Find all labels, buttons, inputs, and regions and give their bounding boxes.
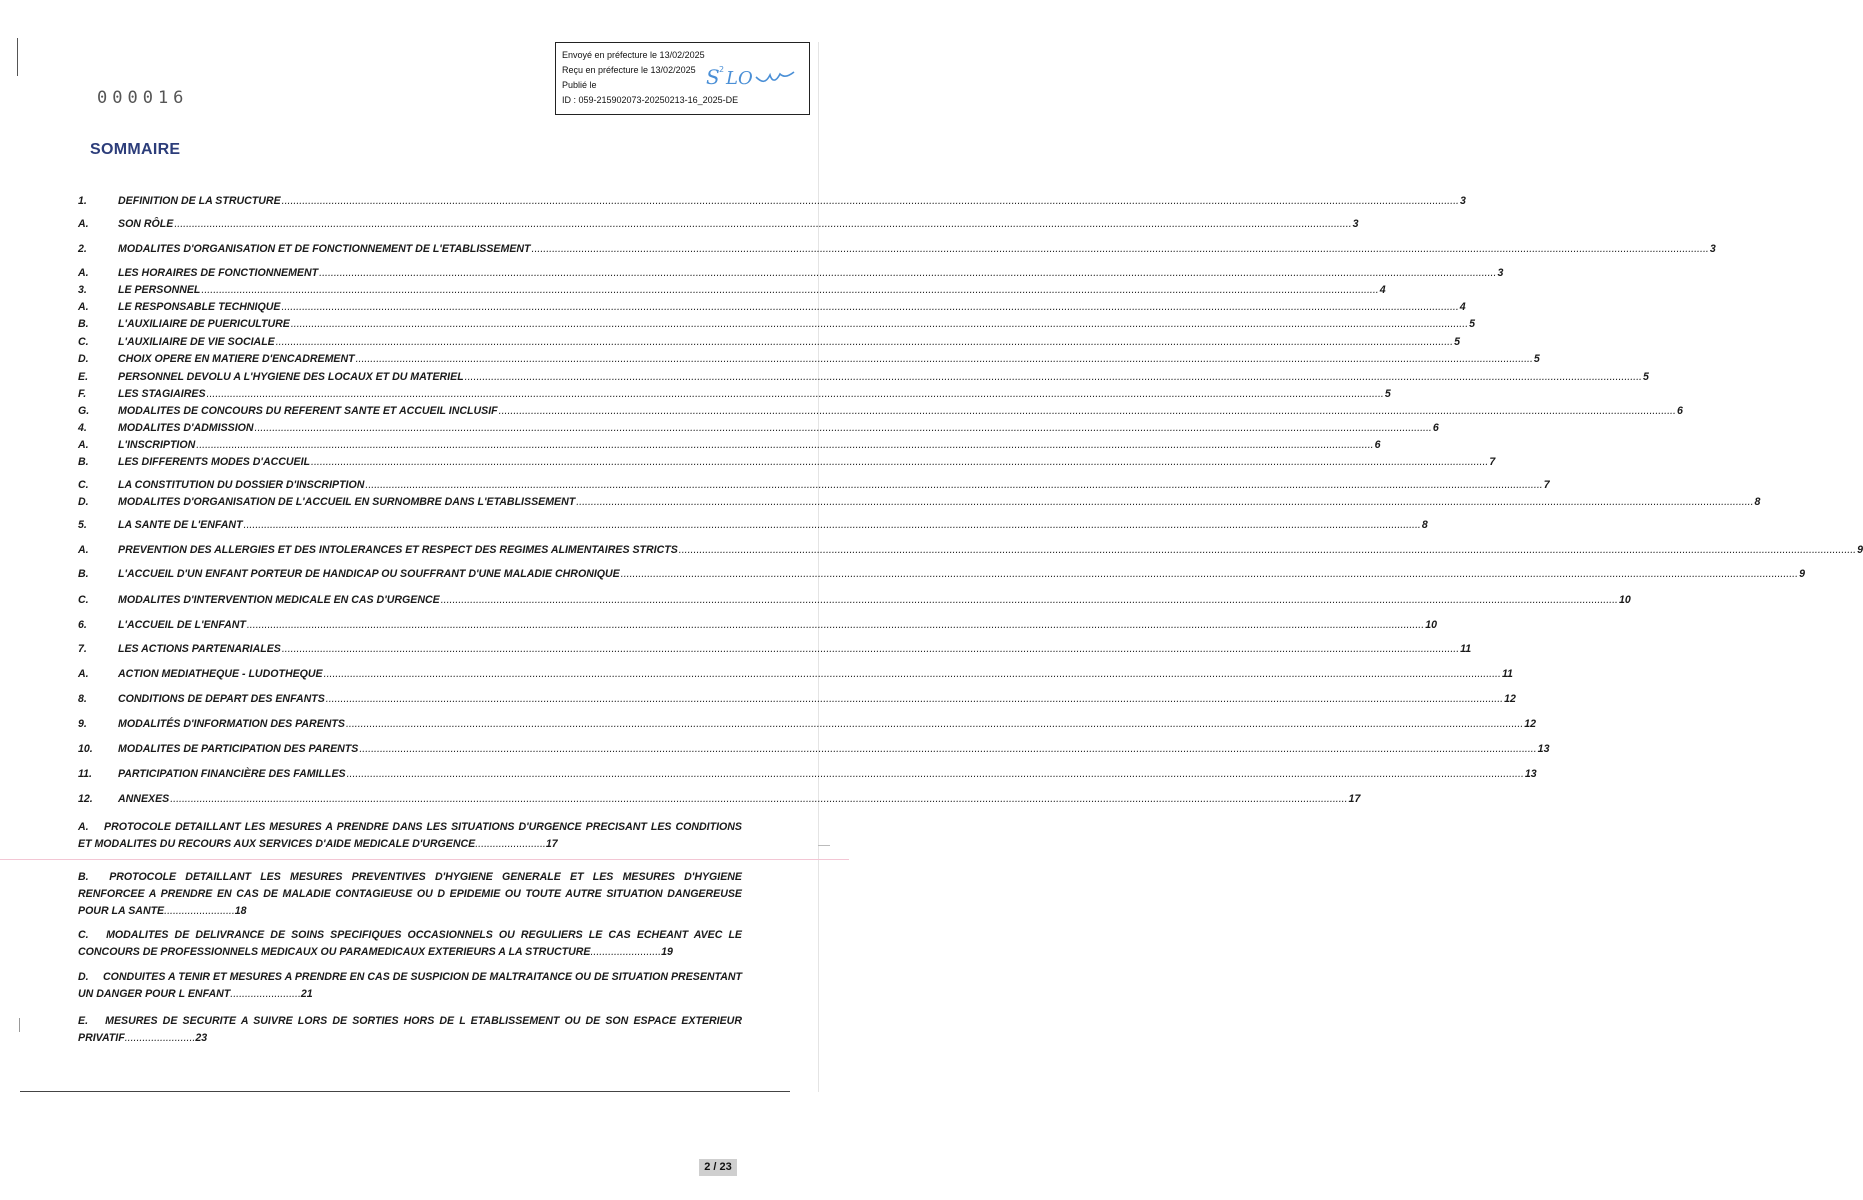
toc-leader-dots: ................................................................................................................................................................................................................................................................................................................................................................................................................ <box>254 422 1432 434</box>
toc-entry-page: 6 <box>1676 405 1683 417</box>
toc-leader-dots: ................................................................................................................................................................................................................................................................................................................................................................................................................ <box>206 388 1384 400</box>
toc-entry-number: 6. <box>78 619 87 631</box>
toc-entry-page: 3 <box>1459 195 1466 207</box>
toc-entry-number: A. <box>78 439 89 451</box>
toc-entry-page: 3 <box>1497 267 1504 279</box>
toc-leader-dots: ................................................................................................................................................................................................................................................................................................................................................................................................................ <box>275 336 1454 348</box>
toc-entry[interactable] <box>78 479 1550 493</box>
toc-entry-page: 3 <box>1352 218 1359 230</box>
toc-leader-dots: ................................................................................................................................................................................................................................................................................................................................................................................................................ <box>323 668 1501 680</box>
toc-entry[interactable] <box>78 405 1683 419</box>
toc-entry-page: 7 <box>1489 456 1496 468</box>
toc-entry[interactable] <box>78 693 1516 707</box>
toc-entry-number: 12. <box>78 793 93 805</box>
toc-leader-dots: ................................................................................................................................................................................................................................................................................................................................................................................................................ <box>440 594 1619 606</box>
toc-entry[interactable] <box>78 544 1863 558</box>
toc-leader-dots: ........................ <box>124 1032 196 1044</box>
toc-entry-page: 19 <box>661 946 673 958</box>
toc-entry[interactable] <box>78 195 1466 209</box>
toc-entry-page: 4 <box>1459 301 1466 313</box>
toc-entry[interactable] <box>78 318 1476 332</box>
toc-entry-number: B. <box>78 318 89 330</box>
toc-entry[interactable] <box>78 336 1460 350</box>
toc-entry-page: 5 <box>1469 318 1476 330</box>
toc-entry[interactable] <box>78 371 1649 385</box>
toc-leader-dots: ................................................................................................................................................................................................................................................................................................................................................................................................................ <box>246 619 1425 631</box>
toc-entry-label: CHOIX OPERE EN MATIERE D'ENCADREMENT <box>118 353 355 365</box>
toc-entry-number: D. <box>78 496 89 508</box>
toc-entry-number: E. <box>78 371 89 383</box>
toc-entry[interactable] <box>78 743 1550 757</box>
toc-entry[interactable] <box>78 496 1761 510</box>
toc-entry[interactable] <box>78 869 742 920</box>
toc-entry-label: L'AUXILIAIRE DE VIE SOCIALE <box>118 336 275 348</box>
scan-edge-mark <box>19 1018 20 1032</box>
toc-entry[interactable] <box>78 643 1472 657</box>
toc-entry-page: 8 <box>1421 519 1428 531</box>
scan-edge-mark <box>17 38 18 76</box>
toc-entry-number: 4. <box>78 422 87 434</box>
toc-leader-dots: ........................ <box>164 905 235 917</box>
toc-entry-label: MODALITES D'ORGANISATION ET DE FONCTIONNEMENT DE L'ETABLISSEMENT <box>118 243 531 255</box>
toc-leader-dots: ................................................................................................................................................................................................................................................................................................................................................................................................................ <box>346 768 1524 780</box>
toc-entry[interactable] <box>78 793 1361 807</box>
toc-entry-page: 11 <box>1501 668 1513 680</box>
toc-entry-page: 13 <box>1524 768 1537 780</box>
toc-leader-dots: ........................ <box>475 838 546 850</box>
toc-entry-number: B. <box>78 871 89 883</box>
toc-entry-number: A. <box>78 218 89 230</box>
toc-leader-dots: ................................................................................................................................................................................................................................................................................................................................................................................................................ <box>243 519 1421 531</box>
toc-entry-number: 2. <box>78 243 87 255</box>
toc-entry-page: 5 <box>1643 371 1649 383</box>
toc-entry-number: C. <box>78 929 89 941</box>
toc-entry[interactable] <box>78 301 1466 315</box>
toc-entry-label: CONDITIONS DE DEPART DES ENFANTS <box>118 693 325 705</box>
toc-entry-page: 21 <box>300 988 313 1000</box>
toc-entry-number: C. <box>78 336 89 348</box>
toc-entry-number: 9. <box>78 718 87 730</box>
toc-entry[interactable] <box>78 668 1513 682</box>
toc-entry[interactable] <box>78 969 742 1003</box>
toc-entry-page: 5 <box>1454 336 1460 348</box>
toc-entry-number: A. <box>78 668 89 680</box>
toc-entry-number: 11. <box>78 768 92 780</box>
toc-entry[interactable] <box>78 819 742 853</box>
toc-leader-dots: ................................................................................................................................................................................................................................................................................................................................................................................................................ <box>281 643 1460 655</box>
footer-divider <box>20 1091 790 1092</box>
toc-leader-dots: ................................................................................................................................................................................................................................................................................................................................................................................................................ <box>201 284 1379 296</box>
toc-leader-dots: ................................................................................................................................................................................................................................................................................................................................................................................................................ <box>319 267 1497 279</box>
toc-entry-label: LA CONSTITUTION DU DOSSIER D'INSCRIPTION <box>118 479 365 491</box>
toc-entry-label: MODALITES D'ADMISSION <box>118 422 254 434</box>
toc-leader-dots: ................................................................................................................................................................................................................................................................................................................................................................................................................ <box>196 439 1374 451</box>
toc-entry-number: E. <box>78 1015 89 1027</box>
toc-entry-number: 1. <box>78 195 87 207</box>
toc-entry[interactable] <box>78 284 1386 298</box>
toc-entry-label: LES HORAIRES DE FONCTIONNEMENT <box>118 267 319 279</box>
toc-leader-dots: ................................................................................................................................................................................................................................................................................................................................................................................................................ <box>365 479 1543 491</box>
toc-entry-label: MODALITES D'ORGANISATION DE L'ACCUEIL EN SURNOMBRE DANS L'ETABLISSEMENT <box>118 496 576 508</box>
toc-entry-label: LES STAGIAIRES <box>118 388 206 400</box>
toc-entry-label: L'ACCUEIL D'UN ENFANT PORTEUR DE HANDICAP OU SOUFFRANT D'UNE MALADIE CHRONIQUE <box>118 568 620 580</box>
toc-leader-dots: ........................ <box>230 988 301 1000</box>
toc-leader-dots: ................................................................................................................................................................................................................................................................................................................................................................................................................ <box>281 301 1459 313</box>
toc-entry-label: CONDUITES A TENIR ET MESURES A PRENDRE EN CAS DE SUSPICION DE MALTRAITANCE OU DE SITUATION PRESENTANT UN DANGER POUR L ENFANT <box>78 971 742 1000</box>
toc-entry-label: MODALITES DE PARTICIPATION DES PARENTS <box>118 743 359 755</box>
toc-leader-dots: ................................................................................................................................................................................................................................................................................................................................................................................................................ <box>325 693 1504 705</box>
toc-leader-dots: ................................................................................................................................................................................................................................................................................................................................................................................................................ <box>281 195 1459 207</box>
toc-entry-label: PROTOCOLE DETAILLANT LES MESURES A PRENDRE DANS LES SITUATIONS D'URGENCE PRECISANT LES CONDITIONS ET MODALITES DU RECOURS AUX SERVICES D'AIDE MEDICALE D'URGENCE <box>78 821 742 850</box>
toc-entry-page: 5 <box>1384 388 1391 400</box>
toc-entry[interactable] <box>78 439 1381 453</box>
toc-entry[interactable] <box>78 594 1631 608</box>
toc-entry-label: MODALITES DE CONCOURS DU REFERENT SANTE ET ACCUEIL INCLUSIF <box>118 405 498 417</box>
toc-entry-label: PROTOCOLE DETAILLANT LES MESURES PREVENTIVES D'HYGIENE GENERALE ET LES MESURES D'HYGIENE RENFORCEE A PRENDRE EN CAS DE MALADIE CONTAGIEUSE OU D EPIDEMIE OU TOUTE AUTRE SITUATION DANGEREUSE POUR LA SANTE <box>78 871 742 917</box>
toc-entry[interactable] <box>78 353 1540 367</box>
toc-entry-label: MODALITÉS D'INFORMATION DES PARENTS <box>118 718 345 730</box>
toc-entry-number: A. <box>78 821 89 833</box>
toc-entry-number: 10. <box>78 743 93 755</box>
toc-leader-dots: ................................................................................................................................................................................................................................................................................................................................................................................................................ <box>355 353 1533 365</box>
stamp-received: Reçu en préfecture le 13/02/2025 <box>562 65 696 75</box>
toc-entry-label: MODALITES DE DELIVRANCE DE SOINS SPECIFIQUES OCCASIONNELS OU REGULIERS LE CAS ECHEANT AVEC LE CONCOURS DE PROFESSIONNELS MEDICAUX OU PARAMEDICAUX EXTERIEURS A LA STRUCTURE <box>78 929 742 958</box>
toc-leader-dots: ................................................................................................................................................................................................................................................................................................................................................................................................................ <box>531 243 1709 255</box>
toc-entry[interactable] <box>78 218 1359 232</box>
toc-entry-number: D. <box>78 353 89 365</box>
svg-text:2: 2 <box>719 65 725 74</box>
toc-entry-page: 5 <box>1533 353 1540 365</box>
toc-leader-dots: ................................................................................................................................................................................................................................................................................................................................................................................................................ <box>174 218 1352 230</box>
stamp-id: ID : 059-215902073-20250213-16_2025-DE <box>562 95 739 105</box>
s2lo-logo <box>706 62 796 90</box>
toc-entry-label: PREVENTION DES ALLERGIES ET DES INTOLERANCES ET RESPECT DES REGIMES ALIMENTAIRES STRICTS <box>118 544 678 556</box>
toc-entry-page: 3 <box>1709 243 1716 255</box>
toc-entry-label: PARTICIPATION FINANCIÈRE DES FAMILLES <box>118 768 346 780</box>
toc-entry-number: C. <box>78 594 89 606</box>
toc-entry-label: LE PERSONNEL <box>118 284 201 296</box>
toc-entry-label: LE RESPONSABLE TECHNIQUE <box>118 301 281 313</box>
toc-entry-page: 10 <box>1425 619 1437 631</box>
scan-edge-mark <box>818 845 830 846</box>
toc-entry-label: ACTION MEDIATHEQUE - LUDOTHEQUE <box>118 668 323 680</box>
toc-entry-page: 23 <box>195 1032 208 1044</box>
toc-entry-label: LA SANTE DE L'ENFANT <box>118 519 243 531</box>
toc-entry-number: D. <box>78 971 89 983</box>
svg-text:S: S <box>706 65 720 89</box>
toc-leader-dots: ................................................................................................................................................................................................................................................................................................................................................................................................................ <box>359 743 1537 755</box>
toc-entry[interactable] <box>78 768 1537 782</box>
document-number: 000016 <box>97 88 189 108</box>
toc-leader-dots: ................................................................................................................................................................................................................................................................................................................................................................................................................ <box>290 318 1469 330</box>
toc-entry-label: L'AUXILIAIRE DE PUERICULTURE <box>118 318 290 330</box>
toc-entry[interactable] <box>78 388 1391 402</box>
toc-entry-page: 17 <box>545 838 558 850</box>
toc-entry-page: 9 <box>1857 544 1863 556</box>
toc-leader-dots: ................................................................................................................................................................................................................................................................................................................................................................................................................ <box>678 544 1857 556</box>
toc-leader-dots: ................................................................................................................................................................................................................................................................................................................................................................................................................ <box>464 371 1642 383</box>
toc-entry[interactable] <box>78 456 1496 470</box>
toc-entry-page: 18 <box>234 905 247 917</box>
toc-leader-dots: ................................................................................................................................................................................................................................................................................................................................................................................................................ <box>620 568 1799 580</box>
toc-entry[interactable] <box>78 422 1439 436</box>
toc-entry[interactable] <box>78 267 1504 281</box>
toc-leader-dots: ................................................................................................................................................................................................................................................................................................................................................................................................................ <box>576 496 1754 508</box>
toc-entry[interactable] <box>78 619 1437 633</box>
toc-entry-label: ANNEXES <box>118 793 170 805</box>
toc-entry-number: A. <box>78 267 89 279</box>
toc-entry-number: G. <box>78 405 90 417</box>
toc-entry-page: 11 <box>1460 643 1472 655</box>
toc-entry-number: 7. <box>78 643 87 655</box>
toc-entry-page: 4 <box>1379 284 1386 296</box>
toc-entry[interactable] <box>78 243 1716 257</box>
toc-leader-dots: ........................ <box>590 946 662 958</box>
toc-entry-number: 3. <box>78 284 87 296</box>
toc-entry-number: B. <box>78 568 89 580</box>
svg-text:LO: LO <box>726 68 753 89</box>
toc-entry-page: 6 <box>1432 422 1439 434</box>
toc-entry-page: 6 <box>1374 439 1381 451</box>
toc-entry-number: F. <box>78 388 87 400</box>
toc-entry-number: A. <box>78 301 89 313</box>
toc-entry-label: PERSONNEL DEVOLU A L'HYGIENE DES LOCAUX ET DU MATERIEL <box>118 371 464 383</box>
scan-artifact-line <box>0 859 849 860</box>
toc-entry-number: 5. <box>78 519 87 531</box>
toc-leader-dots: ................................................................................................................................................................................................................................................................................................................................................................................................................ <box>170 793 1348 805</box>
toc-entry-page: 10 <box>1619 594 1631 606</box>
toc-entry-label: L'ACCUEIL DE L'ENFANT <box>118 619 246 631</box>
stamp-sent: Envoyé en préfecture le 13/02/2025 <box>562 50 705 60</box>
page-indicator: 2 / 23 <box>699 1159 737 1176</box>
stamp-published: Publié le <box>562 80 597 90</box>
toc-entry-page: 9 <box>1799 568 1805 580</box>
toc-entry-label: DEFINITION DE LA STRUCTURE <box>118 195 281 207</box>
toc-entry-page: 13 <box>1537 743 1550 755</box>
toc-entry[interactable] <box>78 519 1428 533</box>
toc-leader-dots: ................................................................................................................................................................................................................................................................................................................................................................................................................ <box>498 405 1676 417</box>
toc-entry-number: B. <box>78 456 89 468</box>
toc-entry-number: A. <box>78 544 89 556</box>
toc-entry-label: L'INSCRIPTION <box>118 439 196 451</box>
toc-entry-number: C. <box>78 479 89 491</box>
toc-entry-label: MESURES DE SECURITE A SUIVRE LORS DE SORTIES HORS DE L ETABLISSEMENT OU DE SON ESPACE EXTERIEUR PRIVATIF <box>78 1015 742 1044</box>
toc-entry-page: 12 <box>1524 718 1537 730</box>
toc-entry-page: 12 <box>1504 693 1516 705</box>
toc-entry-page: 8 <box>1754 496 1761 508</box>
toc-entry[interactable] <box>78 718 1537 732</box>
toc-entry-label: MODALITES D'INTERVENTION MEDICALE EN CAS D'URGENCE <box>118 594 440 606</box>
toc-entry-label: LES ACTIONS PARTENARIALES <box>118 643 281 655</box>
page-title: SOMMAIRE <box>90 141 181 158</box>
toc-leader-dots: ................................................................................................................................................................................................................................................................................................................................................................................................................ <box>345 718 1524 730</box>
toc-entry-label: LES DIFFERENTS MODES D'ACCUEIL <box>118 456 311 468</box>
toc-entry[interactable] <box>78 568 1805 582</box>
toc-entry-label: SON RÔLE <box>118 218 174 230</box>
toc-entry[interactable] <box>78 927 742 961</box>
toc-leader-dots: ................................................................................................................................................................................................................................................................................................................................................................................................................ <box>311 456 1489 468</box>
toc-entry[interactable] <box>78 1013 742 1047</box>
toc-entry-number: 8. <box>78 693 87 705</box>
toc-entry-page: 7 <box>1543 479 1550 491</box>
toc-entry-page: 17 <box>1348 793 1361 805</box>
